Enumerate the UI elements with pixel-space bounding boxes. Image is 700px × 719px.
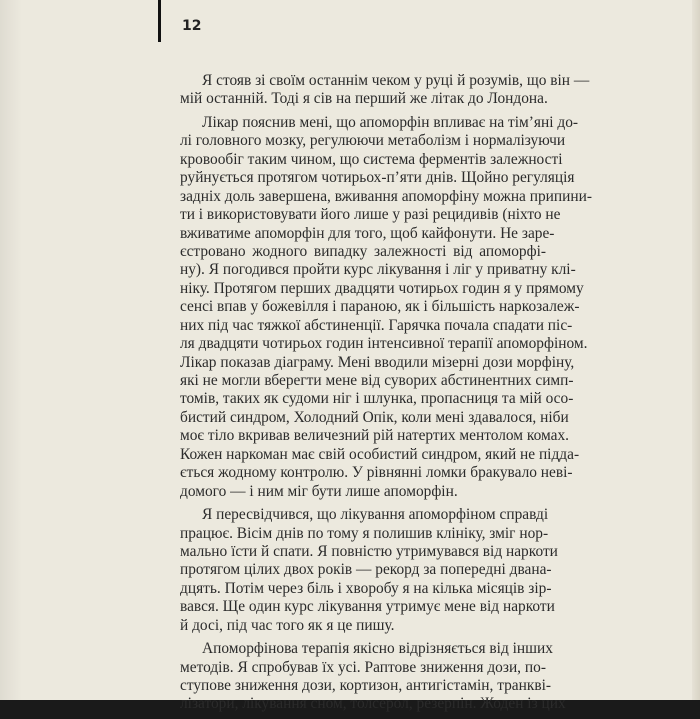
body-text xyxy=(180,72,592,719)
text-line: Апоморфінова терапія якісно відрізняється від інших xyxy=(202,640,553,658)
text-line: них під час тяжкої абстиненції. Гарячка почала спадати піс- xyxy=(180,316,573,334)
page-number: 12 xyxy=(182,18,202,34)
text-line: Кожен наркоман має свій особистий синдром, який не підда- xyxy=(180,445,580,463)
text-line: єстровано жодного випадку залежності від апоморфі- xyxy=(180,242,546,260)
text-line: які не могли вберегти мене від суворих абстинентних симп- xyxy=(180,372,574,389)
text-line: томів, таких як судоми ніг і шлунка, пропасниця та мій осо- xyxy=(180,390,574,408)
text-line: вався. Ще один курс лікування утримує мене від наркоти xyxy=(180,598,555,616)
text-line: сенсі впав у божевілля і параною, як і більшість наркозалеж- xyxy=(180,298,580,316)
gutter-shadow xyxy=(0,0,22,700)
text-line: вживатиме апоморфін для того, щоб кайфонути. Не заре- xyxy=(180,224,555,242)
paragraph xyxy=(180,506,558,635)
paragraph xyxy=(180,640,566,714)
text-line: лізатори, лікування сном, толсерол, резерпін. Жоден із цих xyxy=(180,695,566,713)
text-line: ля двадцяти чотирьох годин інтенсивної терапії апоморфіном. xyxy=(180,335,588,353)
text-line: методів. Я спробував їх усі. Раптове зниження дози, по- xyxy=(180,658,546,676)
text-line: й досі, під час того як я це пишу. xyxy=(180,616,395,634)
text-line: бистий синдром, Холодний Опік, коли мені здавалося, ніби xyxy=(180,408,569,426)
corner-mark xyxy=(158,0,161,42)
text-line: Я пересвідчився, що лікування апоморфіном справді xyxy=(202,506,549,524)
text-line: ніку. Протягом перших двадцяти чотирьох годин я у прямому xyxy=(180,279,584,297)
text-line: ну). Я погодився пройти курс лікування і ліг у приватну клі- xyxy=(180,261,576,279)
text-line: протягом цілих двох років — рекорд за попередні двана- xyxy=(180,561,552,579)
text-line: мально їсти й спати. Я повністю утримувався від наркоти xyxy=(180,542,558,560)
text-line: задніх доль завершена, вживання апоморфіну можна припини- xyxy=(180,187,592,205)
paragraph xyxy=(180,72,590,109)
text-line: кровообіг таким чином, що система ферментів залежності xyxy=(180,150,563,168)
text-line: ступове зниження дози, кортизон, антигістамін, транкві- xyxy=(180,677,552,694)
text-line: Я стояв зі своїм останнім чеком у руці й розумів, що він — xyxy=(202,72,590,89)
text-line: ти і використовувати його лише у разі рецидивів (ніхто не xyxy=(180,206,561,224)
page-edge xyxy=(692,0,700,700)
text-line: працює. Вісім днів по тому я полишив клініку, зміг нор- xyxy=(180,524,549,542)
text-line: дцять. Потім через біль і хворобу я на кілька місяців зір- xyxy=(180,579,552,597)
text-line: ється жодному контролю. У рівнянні ломки бракувало неві- xyxy=(180,464,573,482)
text-line: мій останній. Тоді я сів на перший же літак до Лондона. xyxy=(180,90,548,108)
text-line: руйнується протягом чотирьох-п’яти днів. Щойно регуляція xyxy=(180,169,575,187)
paragraph xyxy=(180,113,592,501)
text-line: лі головного мозку, регулюючи метаболізм і нормалізуючи xyxy=(180,132,566,150)
text-line: моє тіло вкривав величезний рій натертих ментолом комах. xyxy=(180,427,569,445)
text-line: домого — і ним міг бути лише апоморфін. xyxy=(180,482,458,500)
text-line: Лікар пояснив мені, що апоморфін впливає на тім’яні до- xyxy=(202,113,579,131)
text-line: Лікар показав діаграму. Мені вводили мізерні дози морфіну, xyxy=(180,353,575,371)
